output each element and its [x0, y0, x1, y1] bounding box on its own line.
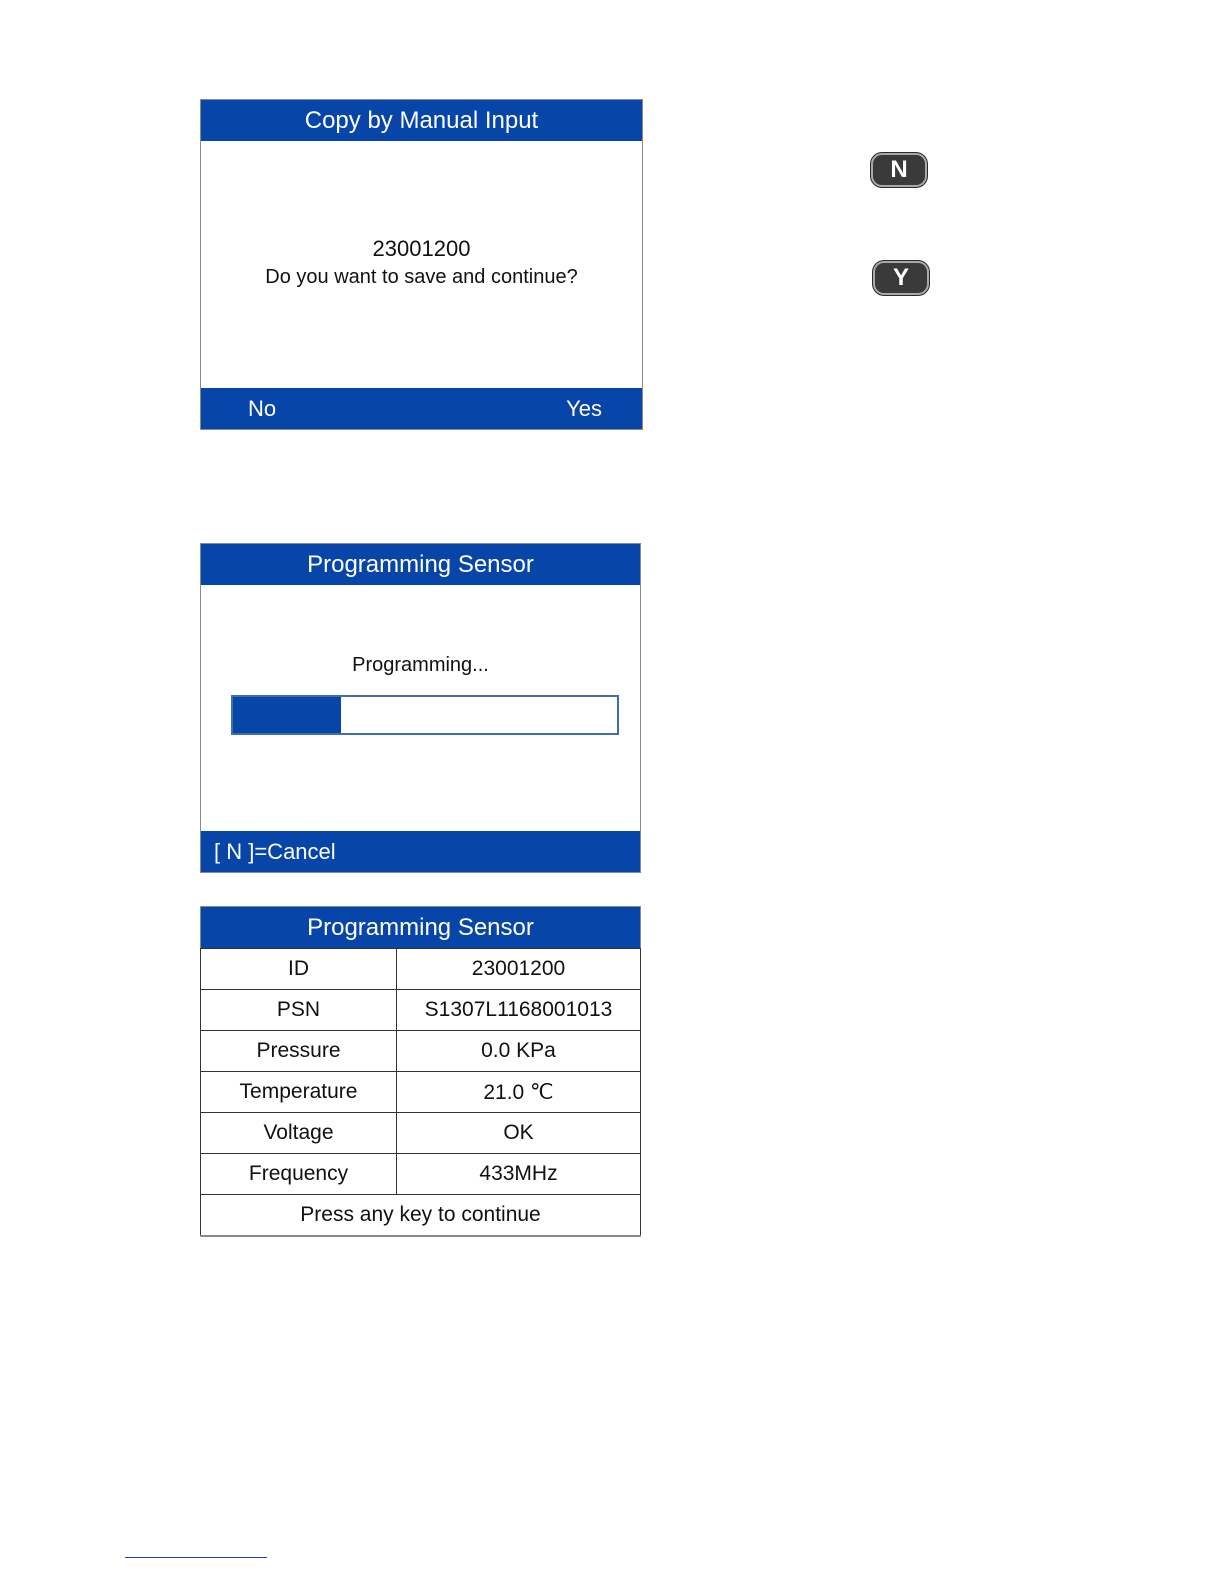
no-button[interactable]: No — [248, 396, 277, 421]
row-label: Voltage — [201, 1113, 397, 1154]
table-row — [201, 1072, 641, 1113]
row-value: 21.0 ℃ — [397, 1072, 641, 1113]
row-label: PSN — [201, 990, 397, 1031]
table-row — [201, 1154, 641, 1195]
softkey-bar — [201, 388, 642, 429]
yes-button[interactable]: Yes — [566, 396, 602, 421]
table-row — [201, 1113, 641, 1154]
softkey-bar — [201, 831, 640, 872]
row-value: S1307L1168001013 — [397, 990, 641, 1031]
programming-result-screen — [200, 906, 641, 1237]
save-question-text: Do you want to save and continue? — [265, 266, 578, 288]
row-label: Temperature — [201, 1072, 397, 1113]
screen-title: Programming Sensor — [201, 907, 640, 948]
table-row — [201, 949, 641, 990]
copy-by-manual-input-screen — [200, 99, 643, 430]
screen-title: Programming Sensor — [201, 544, 640, 585]
y-key-icon[interactable]: Y — [873, 261, 929, 295]
row-value: 23001200 — [397, 949, 641, 990]
programming-status-text: Programming... — [352, 654, 489, 676]
row-value: 0.0 KPa — [397, 1031, 641, 1072]
row-label: Frequency — [201, 1154, 397, 1195]
table-row — [201, 1031, 641, 1072]
progress-bar — [231, 695, 619, 735]
table-row — [201, 1195, 641, 1236]
sensor-id-text: 23001200 — [372, 236, 471, 261]
sensor-info-table — [200, 948, 641, 1236]
continue-prompt[interactable]: Press any key to continue — [201, 1195, 641, 1236]
screen-title: Copy by Manual Input — [201, 100, 642, 141]
cancel-hint[interactable]: [ N ]=Cancel — [214, 839, 336, 864]
row-label: ID — [201, 949, 397, 990]
row-label: Pressure — [201, 1031, 397, 1072]
row-value: OK — [397, 1113, 641, 1154]
progress-bar-fill — [233, 697, 341, 733]
table-row — [201, 990, 641, 1031]
n-key-icon[interactable]: N — [871, 153, 927, 187]
footnote-separator — [125, 1557, 267, 1558]
programming-progress-screen — [200, 543, 641, 873]
row-value: 433MHz — [397, 1154, 641, 1195]
